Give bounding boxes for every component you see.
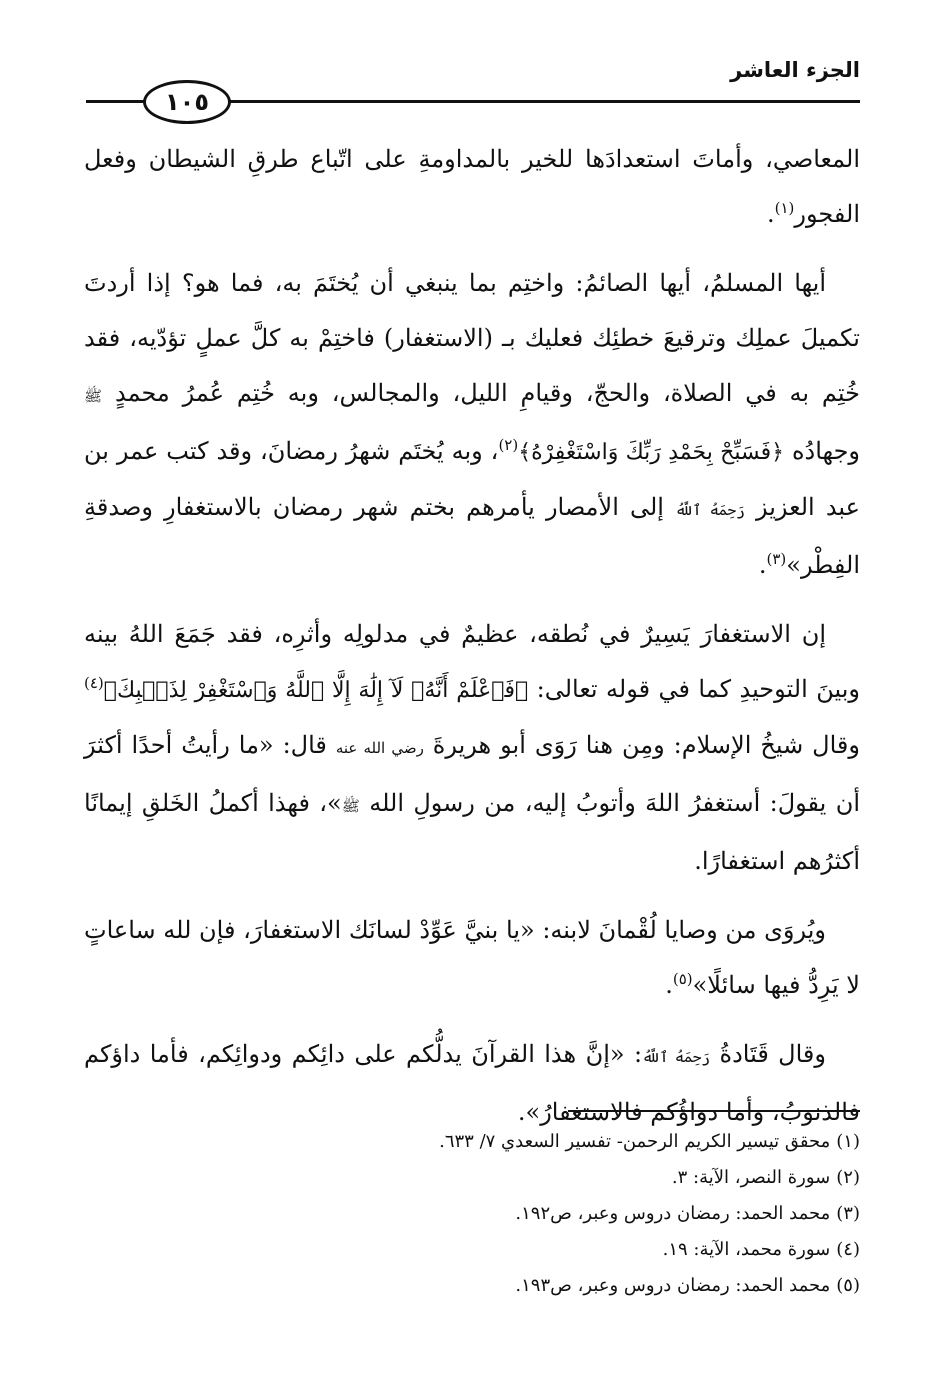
footnote-text: محمد الحمد: رمضان دروس وعبر، ص١٩٢. [515,1203,831,1224]
paragraph-2-text-c: ، وبه يُختَم شهرُ رمضانَ، وقد كتب عمر بن عبد العزيز [84,437,860,521]
paragraph-2-text-a: أيها المسلمُ، أيها الصائمُ: واختِم بما ينبغي أن يُختَمَ به، فما هو؟ إذا أردتَ تكميلَ عملِك وترقيعَ خطئِك فعليك بـ (الاستغفار) فاختِمْ به كلَّ عملٍ تؤدّيه، فقد خُتِم به في الصلاة، والحجّ، وقيامِ الليل، والمجالس، وبه خُتِم عُمرُ محمدٍ [84,269,860,407]
paragraph-1-end: . [766,200,775,228]
paragraph-2-text-b: وجهادُه [791,437,861,465]
footnote-ref-1: (١) [774,199,795,217]
footnote-item [84,1232,860,1268]
footnote-number: (١) [836,1131,860,1152]
footnote-item [84,1196,860,1232]
footnotes-list [84,1124,860,1304]
footnote-text: محمد الحمد: رمضان دروس وعبر، ص١٩٣. [515,1275,831,1296]
footnote-rule [568,1110,860,1112]
footnote-number: (٣) [836,1203,860,1224]
footnote-text: سورة محمد، الآية: ١٩. [662,1239,831,1260]
paragraph-1 [84,132,860,242]
quran-verse-muhammad: ﴿فَٱعْلَمْ أَنَّهُۥ لَآ إِلَٰهَ إِلَّا ٱللَّهُ وَٱسْتَغْفِرْ لِذَنۢبِكَ﴾ [103,678,529,703]
paragraph-3 [84,607,860,889]
footnote-item [84,1160,860,1196]
footnote-text: محقق تيسير الكريم الرحمن- تفسير السعدي ٧/ ٦٣٣. [439,1131,831,1152]
footnote-number: (٥) [836,1275,860,1296]
footnote-ref-5: (٥) [672,970,693,988]
paragraph-5-text-a: وقال قَتَادةُ [719,1040,826,1068]
salawat-honorific-2: ﷺ [341,797,360,815]
footnote-ref-4: (٤) [84,674,104,692]
salawat-honorific: ﷺ [84,387,103,405]
footnote-number: (٤) [836,1239,860,1260]
footnote-ref-3: (٣) [766,550,787,568]
footnote-item [84,1124,860,1160]
paragraph-4 [84,903,860,1013]
paragraph-3-text-c: قال: «ما رأيتُ أحدًا أكثرَ أن يقولَ: أستغفرُ اللهَ وأتوبُ إليه، من رسولِ الله [84,731,860,817]
paragraph-3-text-b: وقال شيخُ الإسلام: ومِن هنا رَوَى أبو هريرةَ [432,731,860,759]
footnote-ref-2: (٢) [498,436,519,454]
paragraph-3-text-d: »، فهذا أكملُ الخَلقِ إيمانًا أكثرُهم استغفارًا. [84,789,860,875]
page-number: ١٠٥ [143,80,231,124]
paragraph-1-text: المعاصي، وأماتَ استعدادَها للخير بالمداومةِ على اتّباع طرقِ الشيطان وفعل الفجور [84,145,860,228]
quran-verse-nasr: ﴿فَسَبِّحْ بِحَمْدِ رَبِّكَ وَاسْتَغْفِرْهُ﴾ [518,440,784,465]
rahimahullah-honorific-2: رَحِمَهُ ٱللَّهُ [642,1048,711,1066]
paragraph-4-text: ويُروَى من وصايا لُقْمانَ لابنه: «يا بنيَّ عَوِّدْ لسانَك الاستغفارَ، فإن لله ساعاتٍ لا يَرِدُّ فيها سائلًا» [84,916,860,999]
paragraph-2-text-d: إلى الأمصار يأمرهم بختم شهر رمضان بالاستغفارِ وصدقةِ الفِطْر» [84,493,860,579]
footnote-text: سورة النصر، الآية: ٣. [671,1167,831,1188]
paragraph-5-text-b: : «إنَّ هذا القرآنَ يدلُّكم على دائِكم ودوائِكم، فأما داؤكم فالذنوبُ، وأما دواؤُكم فالاستغفارُ». [84,1040,860,1126]
paragraph-3-text-a: إن الاستغفارَ يَسِيرٌ في نُطقه، عظيمٌ في مدلولِه وأثرِه، فقد جَمَعَ اللهُ بينه وبينَ التوحيدِ كما في قوله تعالى: [84,620,860,703]
paragraph-4-end: . [665,971,673,999]
footnote-number: (٢) [836,1167,860,1188]
rahimahullah-honorific: رَحِمَهُ ٱللَّهُ [675,501,745,519]
paragraph-2 [84,256,860,593]
radiyallahu-honorific: رضي الله عنه [335,739,424,757]
paragraph-2-end: . [758,551,767,579]
footnote-item [84,1268,860,1304]
main-text [84,132,860,1154]
running-title: الجزء العاشر [730,58,860,82]
